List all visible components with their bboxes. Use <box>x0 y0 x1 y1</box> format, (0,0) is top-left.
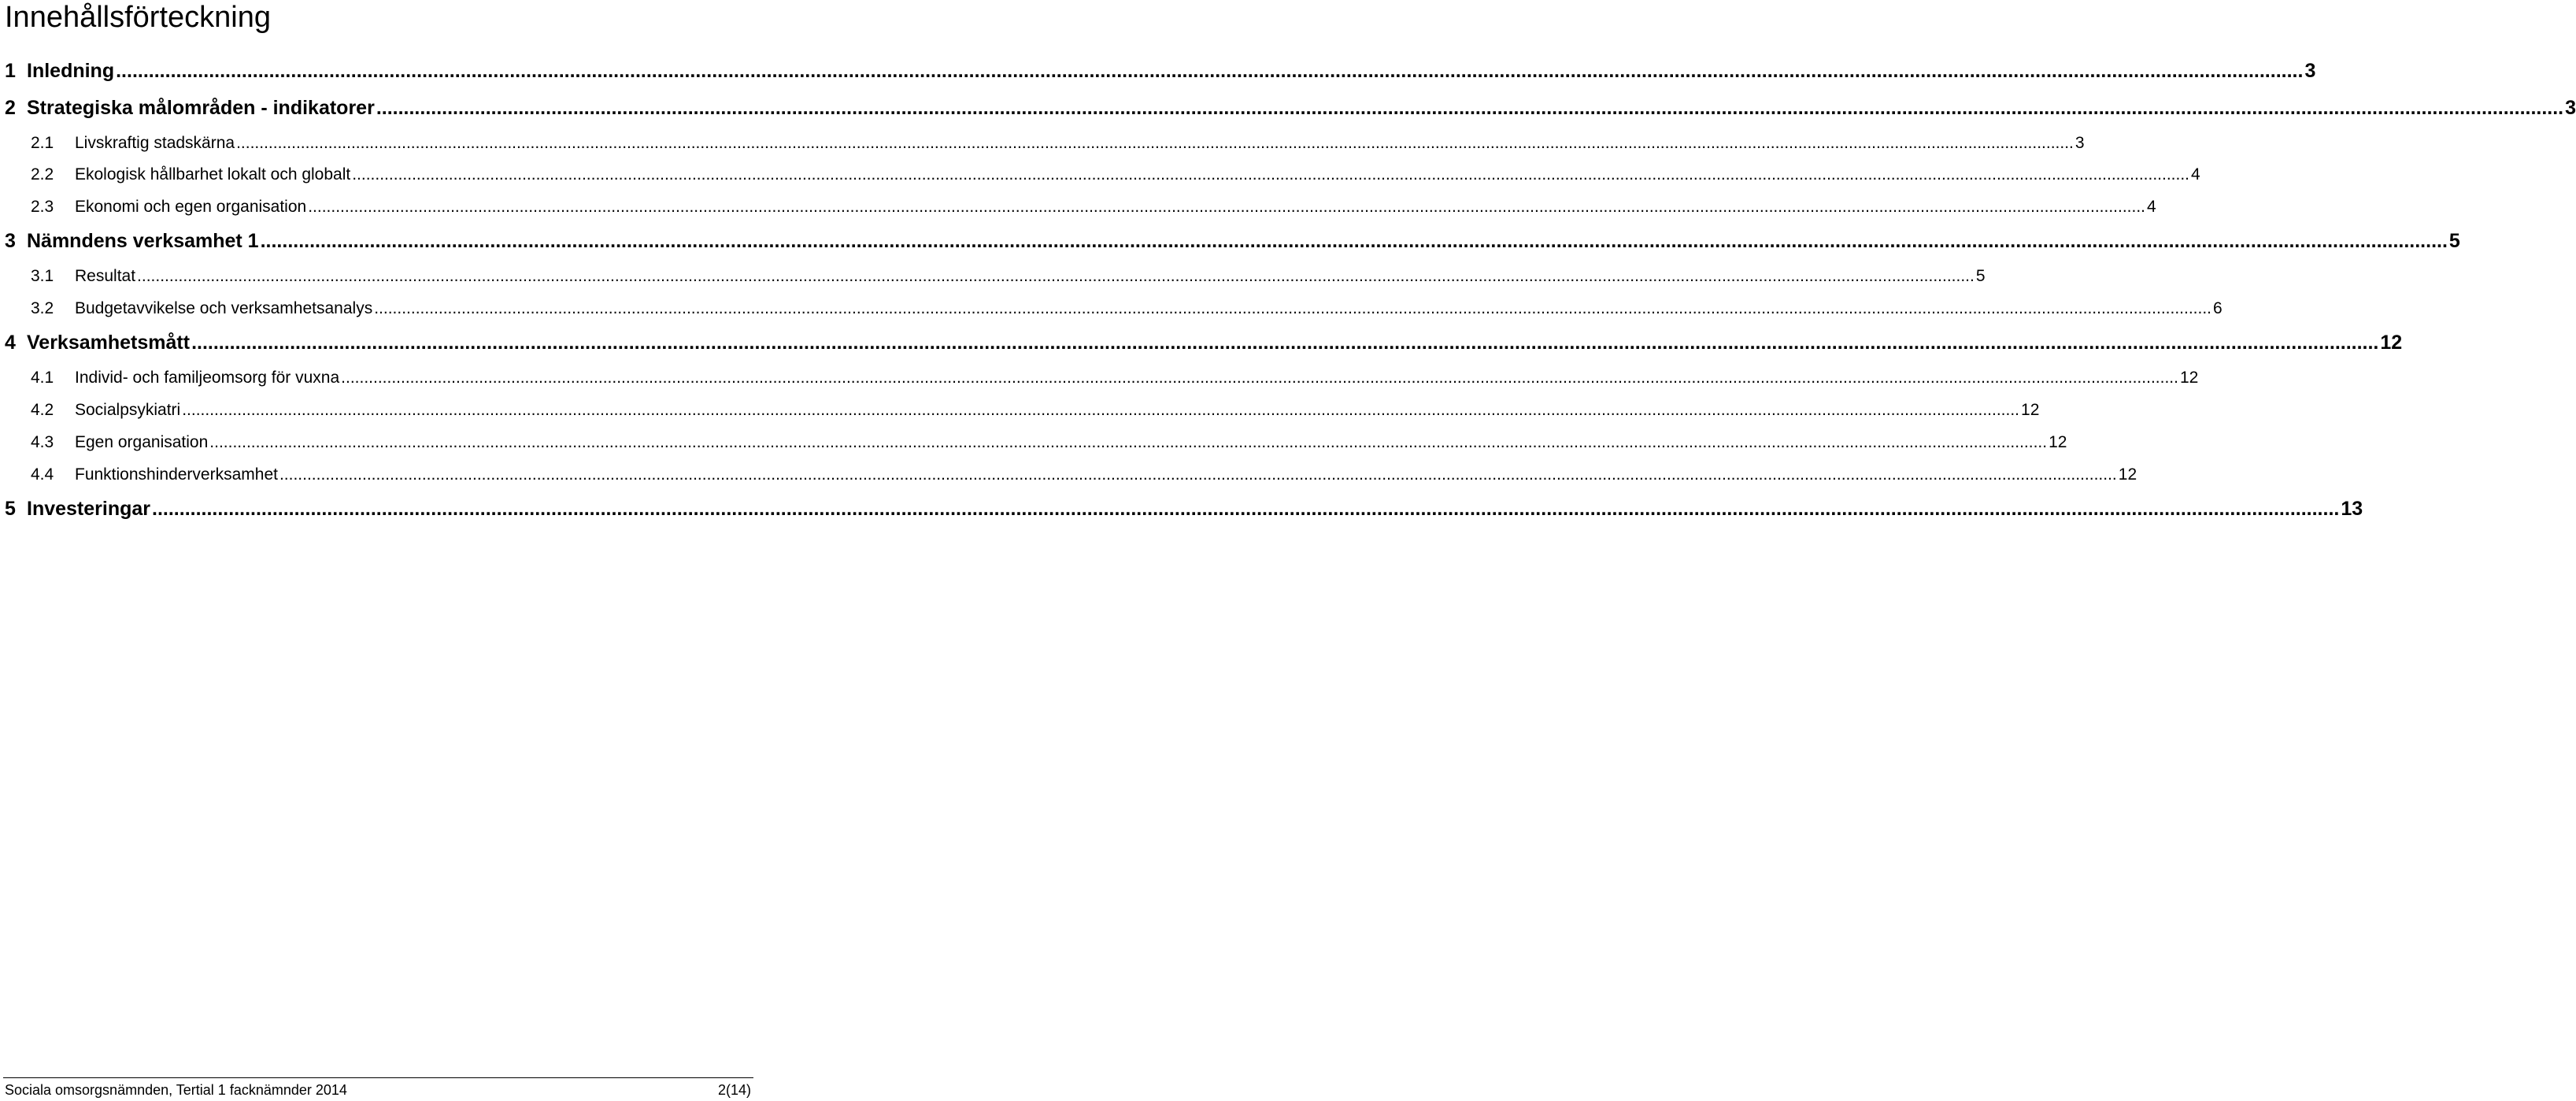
toc-entry-page: 13 <box>2341 498 2363 520</box>
toc-entry-number: 3.2 <box>31 299 54 317</box>
toc-entry-page: 4 <box>2191 165 2200 184</box>
toc-entry-4-1[interactable] <box>31 367 2199 389</box>
dot-leader: ................................................................................................................................................................................................................................................................................................................................................................................................................ <box>374 299 2211 317</box>
dot-leader: ................................................................................................................................................................................................................................................................................................................................................................................................................ <box>182 401 2020 419</box>
toc-entry-page: 12 <box>2049 433 2067 451</box>
toc-entry-number: 5 <box>5 498 16 520</box>
dot-leader: ................................................................................................................................................................................................................................................................................................................................................................................................................ <box>137 267 1975 285</box>
dot-leader: ................................................................................................................................................................................................................................................................................................................................................................................................................ <box>279 465 2117 484</box>
toc-entry-number: 3 <box>5 230 16 252</box>
toc-entry-page: 4 <box>2147 198 2156 216</box>
dot-leader: ................................................................................................................................................................................................................................................................................................................................................................................................................ <box>260 230 2448 252</box>
toc-entry-title: Strategiska målområden - indikatorer <box>27 97 375 119</box>
dot-leader: ................................................................................................................................................................................................................................................................................................................................................................................................................ <box>152 498 2340 520</box>
toc-entry-number: 4 <box>5 332 16 354</box>
toc-entry-number: 4.2 <box>31 401 54 419</box>
toc-entry-4[interactable] <box>5 330 2403 355</box>
toc-entry-number: 2.3 <box>31 198 54 216</box>
toc-entry-page: 3 <box>2074 134 2085 152</box>
toc-entry-title: Resultat <box>75 267 136 285</box>
toc-entry-number: 4.3 <box>31 433 54 451</box>
toc-entry-title: Ekologisk hållbarhet lokalt och globalt <box>75 165 351 184</box>
toc-entry-page: 12 <box>2380 332 2403 354</box>
toc-entry-number: 4.1 <box>31 369 54 387</box>
toc-entry-page: 3 <box>2565 97 2576 119</box>
page-title: Innehållsförteckning <box>5 1 271 34</box>
toc-entry-4-4[interactable] <box>31 464 2137 486</box>
toc-entry-page: 5 <box>2448 230 2460 252</box>
dot-leader: ................................................................................................................................................................................................................................................................................................................................................................................................................ <box>376 97 2564 119</box>
toc-entry-title: Inledning <box>27 60 115 82</box>
toc-entry-5[interactable] <box>5 496 2363 521</box>
toc-entry-title: Funktionshinderverksamhet <box>75 465 278 484</box>
toc-entry-2-3[interactable] <box>31 196 2156 218</box>
toc-entry-number: 1 <box>5 60 16 82</box>
toc-entry-2-2[interactable] <box>31 164 2200 186</box>
toc-entry-title: Egen organisation <box>75 433 209 451</box>
page-footer <box>5 1081 751 1099</box>
toc-entry-title: Verksamhetsmått <box>27 332 191 354</box>
toc-entry-4-3[interactable] <box>31 432 2067 454</box>
dot-leader: ................................................................................................................................................................................................................................................................................................................................................................................................................ <box>341 369 2178 387</box>
toc-entry-page: 12 <box>2179 369 2199 387</box>
toc-entry-title: Ekonomi och egen organisation <box>75 198 307 216</box>
toc-entry-page: 6 <box>2213 299 2223 317</box>
toc-entry-page: 5 <box>1975 267 1986 285</box>
toc-entry-title: Socialpsykiatri <box>75 401 181 419</box>
toc-entry-number: 2.2 <box>31 165 54 184</box>
dot-leader: ................................................................................................................................................................................................................................................................................................................................................................................................................ <box>191 332 2379 354</box>
dot-leader: ................................................................................................................................................................................................................................................................................................................................................................................................................ <box>352 165 2190 184</box>
toc-entry-2[interactable] <box>5 95 2576 120</box>
toc-entry-title: Livskraftig stadskärna <box>75 134 235 152</box>
toc-entry-number: 2.1 <box>31 134 54 152</box>
toc-entry-page: 3 <box>2304 60 2316 82</box>
toc-entry-title: Individ- och familjeomsorg för vuxna <box>75 369 340 387</box>
toc-entry-3-2[interactable] <box>31 298 2223 320</box>
dot-leader: ................................................................................................................................................................................................................................................................................................................................................................................................................ <box>209 433 2048 451</box>
dot-leader: ................................................................................................................................................................................................................................................................................................................................................................................................................ <box>308 198 2145 216</box>
toc-entry-title: Nämndens verksamhet 1 <box>27 230 259 252</box>
toc-entry-4-2[interactable] <box>31 399 2040 421</box>
toc-entry-title: Budgetavvikelse och verksamhetsanalys <box>75 299 373 317</box>
footer-document-name: Sociala omsorgsnämnden, Tertial 1 facknämnder 2014 <box>5 1082 347 1098</box>
toc-entry-2-1[interactable] <box>31 132 2085 154</box>
toc-entry-number: 3.1 <box>31 267 54 285</box>
toc-entry-number: 2 <box>5 97 16 119</box>
toc-entry-3-1[interactable] <box>31 265 1986 287</box>
toc-entry-page: 12 <box>2118 465 2137 484</box>
dot-leader: ................................................................................................................................................................................................................................................................................................................................................................................................................ <box>116 60 2304 82</box>
footer-divider <box>3 1077 753 1078</box>
toc-entry-title: Investeringar <box>27 498 151 520</box>
toc-entry-number: 4.4 <box>31 465 54 484</box>
toc-entry-3[interactable] <box>5 228 2460 254</box>
toc-entry-page: 12 <box>2021 401 2040 419</box>
footer-page-number: 2(14) <box>717 1082 751 1098</box>
toc-entry-1[interactable] <box>5 58 2316 83</box>
dot-leader: ................................................................................................................................................................................................................................................................................................................................................................................................................ <box>236 134 2074 152</box>
